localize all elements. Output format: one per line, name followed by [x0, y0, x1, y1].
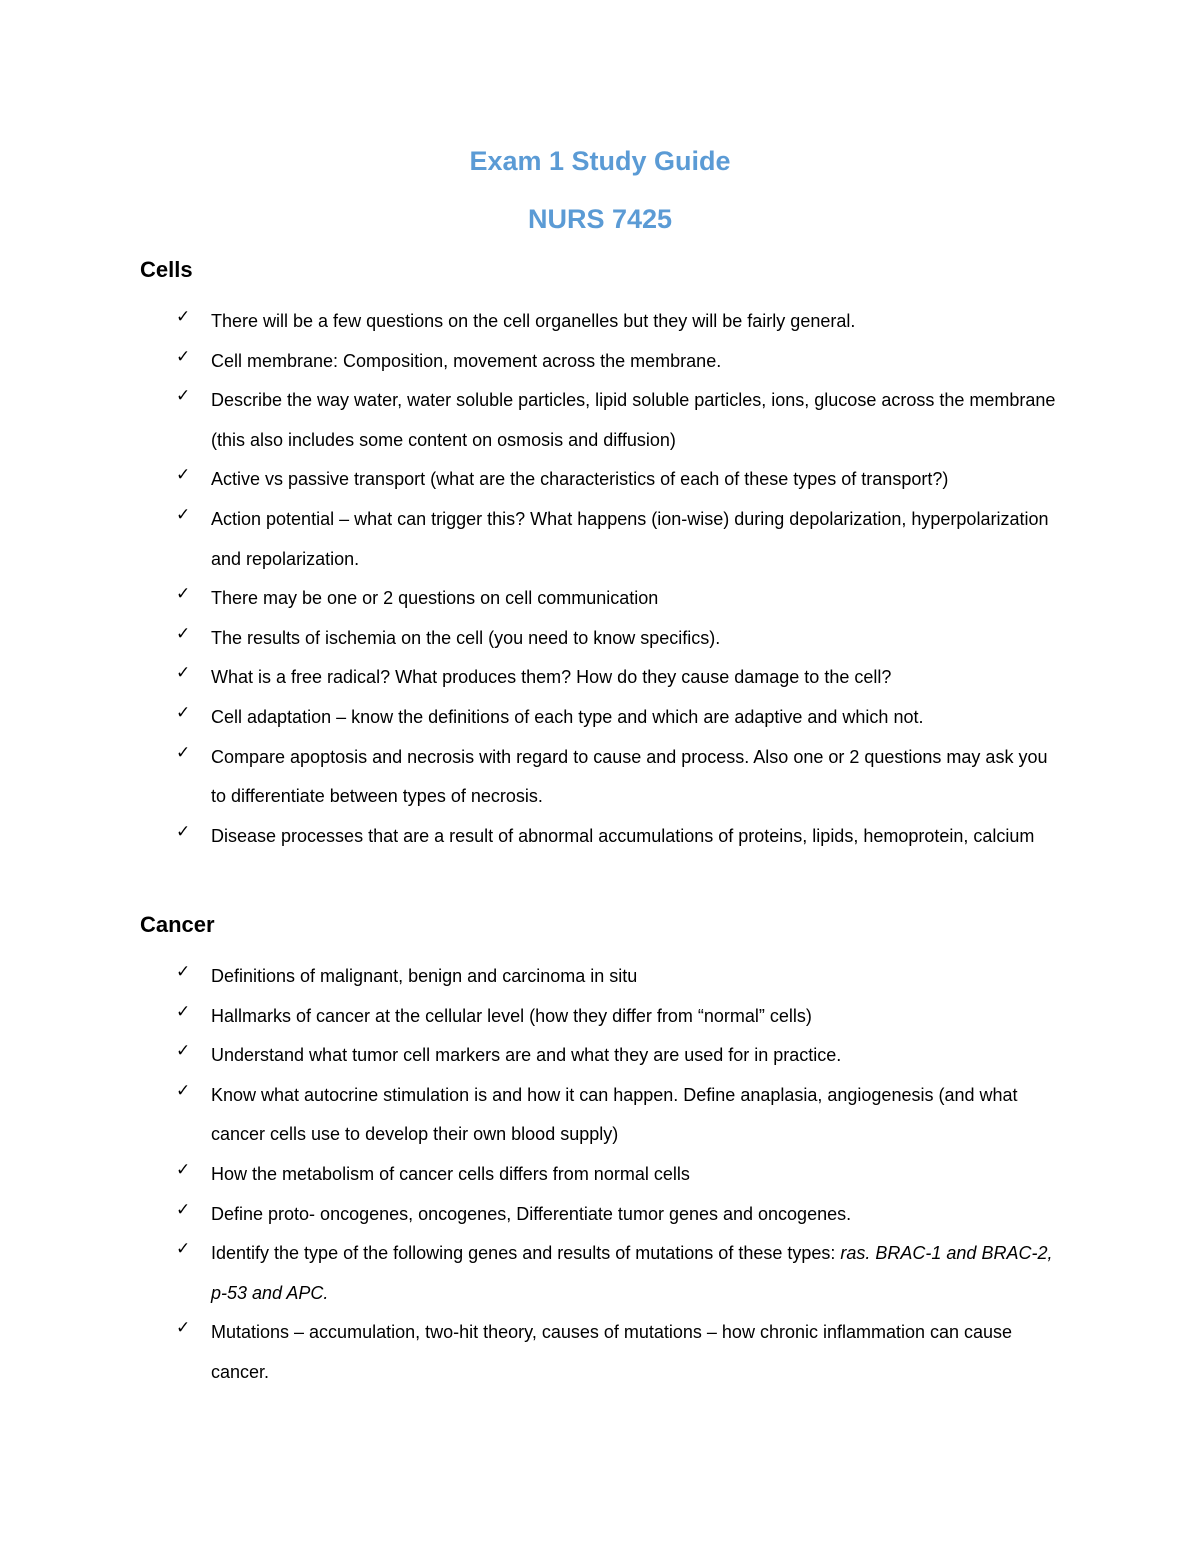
checklist-item: [176, 1234, 1066, 1313]
checkmark-icon: ✓: [176, 584, 191, 605]
checkmark-icon: ✓: [176, 1041, 191, 1062]
checklist-item-text-prefix: Identify the type of the following genes and results of mutations of these types:: [211, 1243, 841, 1264]
checklist-item-text: How the metabolism of cancer cells differs from normal cells: [211, 1163, 690, 1184]
checklist-item-text: There may be one or 2 questions on cell communication: [211, 588, 659, 609]
checklist-item-text: Cell adaptation – know the definitions of each type and which are adaptive and which not.: [211, 706, 924, 727]
checklist-item: [176, 1313, 1066, 1392]
checklist-item-text: Understand what tumor cell markers are and what they are used for in practice.: [211, 1045, 842, 1066]
checkmark-icon: ✓: [176, 504, 191, 525]
checklist-item-text: Action potential – what can trigger this? What happens (ion-wise) during depolarization, hyperpolarization and repolarization.: [211, 508, 1049, 569]
page-title: Exam 1 Study Guide: [469, 146, 731, 176]
checklist-item: [176, 957, 1066, 997]
checkmark-icon: ✓: [176, 1239, 191, 1260]
checklist-item: [176, 1155, 1066, 1195]
checklist-item-text: [211, 1243, 1052, 1303]
checklist-item: [176, 579, 1066, 619]
checkmark-icon: ✓: [176, 307, 191, 327]
checklist-item-text: Define proto- oncogenes, oncogenes, Differentiate tumor genes and oncogenes.: [211, 1203, 852, 1224]
checklist-item: [176, 500, 1066, 579]
checklist-item: [176, 460, 1066, 500]
checkmark-icon: ✓: [176, 465, 191, 486]
checkmark-icon: ✓: [176, 821, 191, 842]
section-heading-cancer: Cancer: [140, 912, 215, 937]
checkmark-icon: ✓: [176, 663, 191, 684]
checkmark-icon: ✓: [176, 1080, 191, 1101]
gene-names-emphasis: ras. BRAC-1 and BRAC-2, p-53 and APC.: [211, 1243, 1053, 1303]
checklist-item-text: There will be a few questions on the cell organelles but they will be fairly general.: [211, 311, 856, 331]
checklist-item: [176, 1036, 1066, 1076]
checkmark-icon: ✓: [176, 1159, 191, 1180]
checkmark-icon: ✓: [176, 346, 191, 367]
checklist-item: [176, 342, 1066, 382]
checkmark-icon: ✓: [176, 1001, 191, 1022]
checklist-item-text: The results of ischemia on the cell (you need to know specifics).: [211, 627, 721, 648]
checkmark-icon: ✓: [176, 1318, 191, 1339]
section-heading-cells: Cells: [140, 257, 193, 282]
checklist-item-text: Describe the way water, water soluble particles, lipid soluble particles, ions, glucose across the membrane (this also includes some content on osmosis and diffusion): [211, 390, 1056, 450]
checklist-item-text: Cell membrane: Composition, movement across the membrane.: [211, 350, 722, 371]
checklist-item: [176, 997, 1066, 1037]
checklist-cancer: [176, 957, 1066, 1393]
checklist-item: [176, 619, 1066, 659]
course-code: NURS 7425: [527, 204, 673, 234]
checklist-item-text: What is a free radical? What produces them? How do they cause damage to the cell?: [211, 667, 892, 688]
checklist-item-text: Disease processes that are a result of abnormal accumulations of proteins, lipids, hemoprotein, calcium: [211, 825, 1035, 846]
checklist-item: [176, 698, 1066, 738]
checklist-item-text: Know what autocrine stimulation is and how it can happen. Define anaplasia, angiogenesis (and what cancer cells use to develop their own blood supply): [211, 1084, 1018, 1145]
checklist-item-text: Compare apoptosis and necrosis with regard to cause and process. Also one or 2 questions may ask you to differentiate between types of necrosis.: [211, 746, 1048, 807]
checklist-item-text: Mutations – accumulation, two-hit theory, causes of mutations – how chronic inflammation can cause cancer.: [211, 1322, 1013, 1382]
checklist-item: [176, 1195, 1066, 1235]
checkmark-icon: ✓: [176, 742, 191, 763]
checklist-item: [176, 738, 1066, 817]
checklist-item-text: Active vs passive transport (what are the characteristics of each of these types of transport?): [211, 469, 949, 490]
checklist-item: [176, 302, 1066, 342]
checkmark-icon: ✓: [176, 623, 191, 644]
checklist-item-text: Definitions of malignant, benign and carcinoma in situ: [211, 966, 638, 986]
checklist-item: [176, 381, 1066, 460]
checkmark-icon: ✓: [176, 1199, 191, 1220]
checkmark-icon: ✓: [176, 386, 191, 407]
checklist-item: [176, 658, 1066, 698]
checklist-item: [176, 1076, 1066, 1155]
checkmark-icon: ✓: [176, 962, 191, 982]
checklist-cells: [176, 302, 1066, 856]
checklist-item: [176, 817, 1066, 857]
checkmark-icon: ✓: [176, 702, 191, 723]
checklist-item-text: Hallmarks of cancer at the cellular level (how they differ from “normal” cells): [211, 1005, 812, 1026]
